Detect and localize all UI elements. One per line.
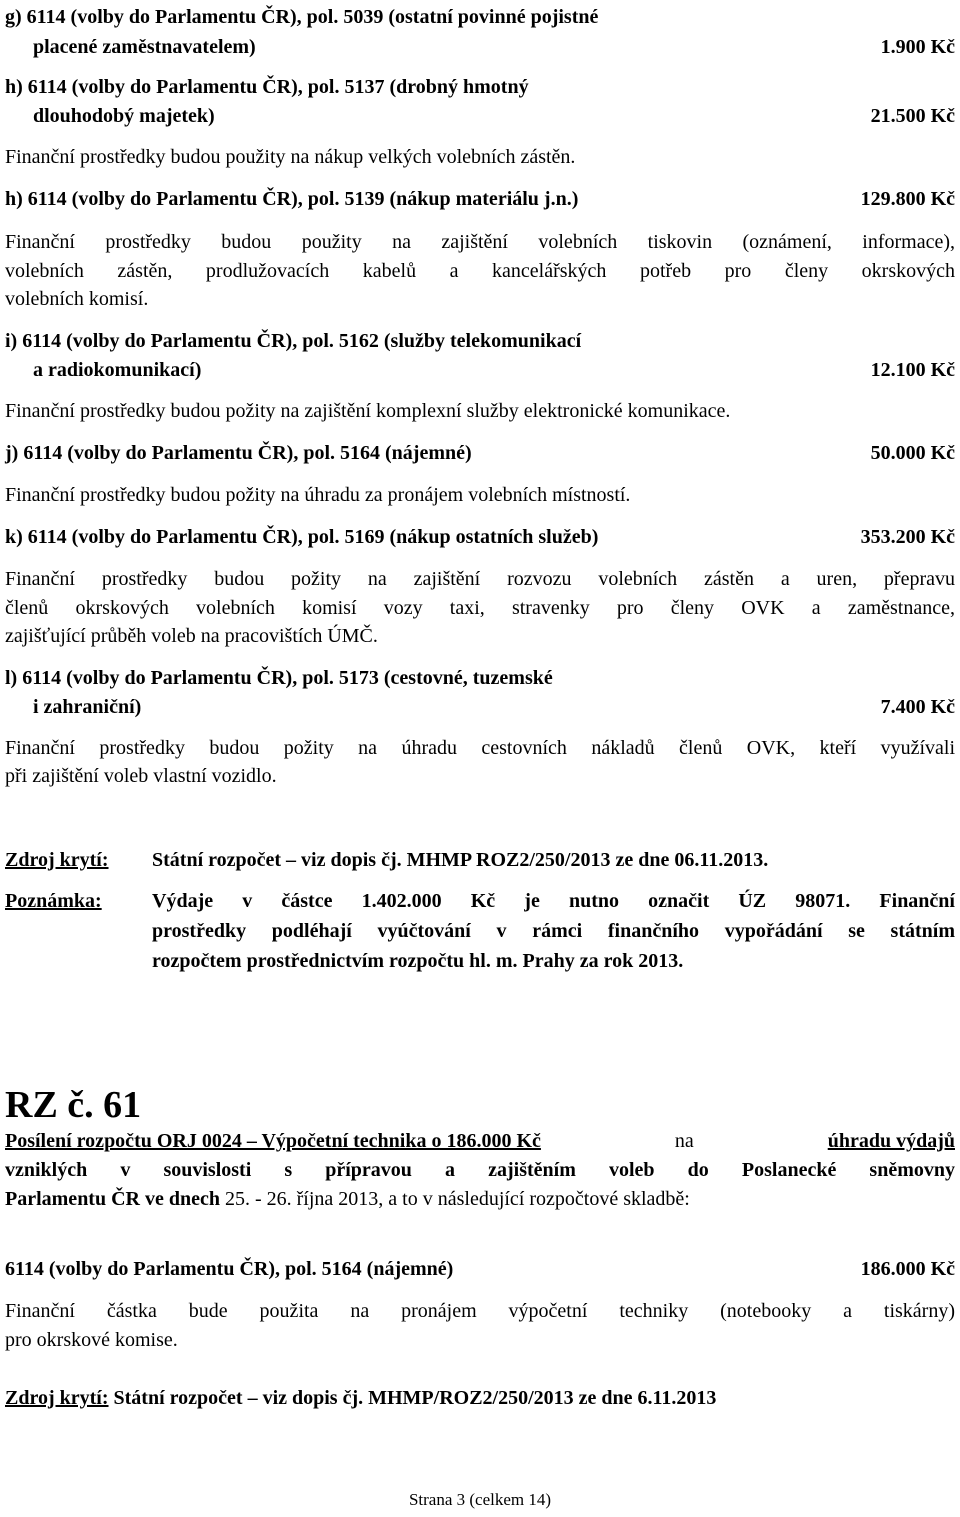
rz-item-amount: 186.000 Kč [860,1258,955,1280]
poznamka-line2: prostředky podléhají vyúčtování v rámci finančního vypořádání se státním [152,920,955,942]
rz-zdroj [5,1383,716,1413]
rz-zdroj-label: Zdroj krytí: [5,1387,109,1409]
rz-intro1-end: úhradu výdajů [827,1130,955,1152]
item-k-desc3: zajišťující průběh voleb na pracovištích ÚMČ. [5,625,378,647]
item-l-line1: l) 6114 (volby do Parlamentu ČR), pol. 5173 (cestovné, tuzemské [5,667,553,689]
rz-intro1-mid: na [674,1130,694,1152]
item-h1-amount: 21.500 Kč [870,105,955,127]
rz-intro3-rest: 25. - 26. října 2013, a to v následující rozpočtové skladbě: [219,1188,690,1210]
item-j-line1: j) 6114 (volby do Parlamentu ČR), pol. 5164 (nájemné) [5,442,472,464]
item-h2-amount: 129.800 Kč [860,188,955,210]
item-h2-desc3: volebních komisí. [5,288,149,310]
rz-intro-line1 [5,1126,955,1156]
item-i-line2: a radiokomunikací) [33,359,202,381]
item-h1-line2: dlouhodobý majetek) [33,105,215,127]
item-j-desc: Finanční prostředky budou požity na úhradu za pronájem volebních místností. [5,484,631,506]
item-g-amount: 1.900 Kč [880,36,955,58]
item-k-amount: 353.200 Kč [860,526,955,548]
item-k-line1: k) 6114 (volby do Parlamentu ČR), pol. 5169 (nákup ostatních služeb) [5,526,599,548]
rz-desc1: Finanční částka bude použita na pronájem výpočetní techniky (notebooky a tiskárny) [5,1300,955,1322]
item-i-amount: 12.100 Kč [870,359,955,381]
rz-intro-line3 [5,1184,690,1214]
poznamka-label: Poznámka: [5,890,102,912]
item-h2-desc1: Finanční prostředky budou použity na zajištění volebních tiskovin (oznámení, informace), [5,231,955,253]
page-footer: Strana 3 (celkem 14) [408,1490,552,1509]
rz-heading: RZ č. 61 [5,1084,142,1126]
rz-zdroj-text: Státní rozpočet – viz dopis čj. MHMP/ROZ2/250/2013 ze dne 6.11.2013 [108,1387,717,1409]
item-i-line1: i) 6114 (volby do Parlamentu ČR), pol. 5162 (služby telekomunikací [5,330,582,352]
rz-intro-line2: vzniklých v souvislosti s přípravou a zajištěním voleb do Poslanecké sněmovny [5,1159,955,1181]
rz-desc2: pro okrskové komise. [5,1329,178,1351]
item-k-desc1: Finanční prostředky budou požity na zajištění rozvozu volebních zástěn a uren, přepravu [5,568,955,590]
item-l-line2: i zahraniční) [33,696,142,718]
item-l-amount: 7.400 Kč [880,696,955,718]
item-h1-line1: h) 6114 (volby do Parlamentu ČR), pol. 5137 (drobný hmotný [5,76,529,98]
rz-intro3-bold: Parlamentu ČR ve dnech [5,1188,220,1210]
item-l-desc2: při zajištění voleb vlastní vozidlo. [5,765,277,787]
item-h2-desc2: volebních zástěn, prodlužovacích kabelů a kancelářských potřeb pro členy okrskových [5,260,955,282]
item-g-line2: placené zaměstnavatelem) [33,36,256,58]
zdroj-text: Státní rozpočet – viz dopis čj. MHMP ROZ2/250/2013 ze dne 06.11.2013. [152,849,769,871]
rz-intro1-bold: Posílení rozpočtu ORJ 0024 – Výpočetní technika o 186.000 Kč [5,1130,541,1152]
item-h2-line1: h) 6114 (volby do Parlamentu ČR), pol. 5139 (nákup materiálu j.n.) [5,188,579,210]
item-h1-desc: Finanční prostředky budou použity na nákup velkých volebních zástěn. [5,146,576,168]
item-l-desc1: Finanční prostředky budou požity na úhradu cestovních nákladů členů OVK, kteří využívali [5,737,955,759]
item-j-amount: 50.000 Kč [870,442,955,464]
rz-item-line: 6114 (volby do Parlamentu ČR), pol. 5164 (nájemné) [5,1258,454,1280]
item-i-desc: Finanční prostředky budou požity na zajištění komplexní služby elektronické komunikace. [5,400,731,422]
item-k-desc2: členů okrskových volebních komisí vozy taxi, stravenky pro členy OVK a zaměstnance, [5,597,955,619]
item-g-line1: g) 6114 (volby do Parlamentu ČR), pol. 5039 (ostatní povinné pojistné [5,6,599,28]
poznamka-line3: rozpočtem prostřednictvím rozpočtu hl. m. Prahy za rok 2013. [152,950,684,972]
poznamka-line1: Výdaje v částce 1.402.000 Kč je nutno označit ÚZ 98071. Finanční [152,890,955,912]
zdroj-label: Zdroj krytí: [5,849,109,871]
